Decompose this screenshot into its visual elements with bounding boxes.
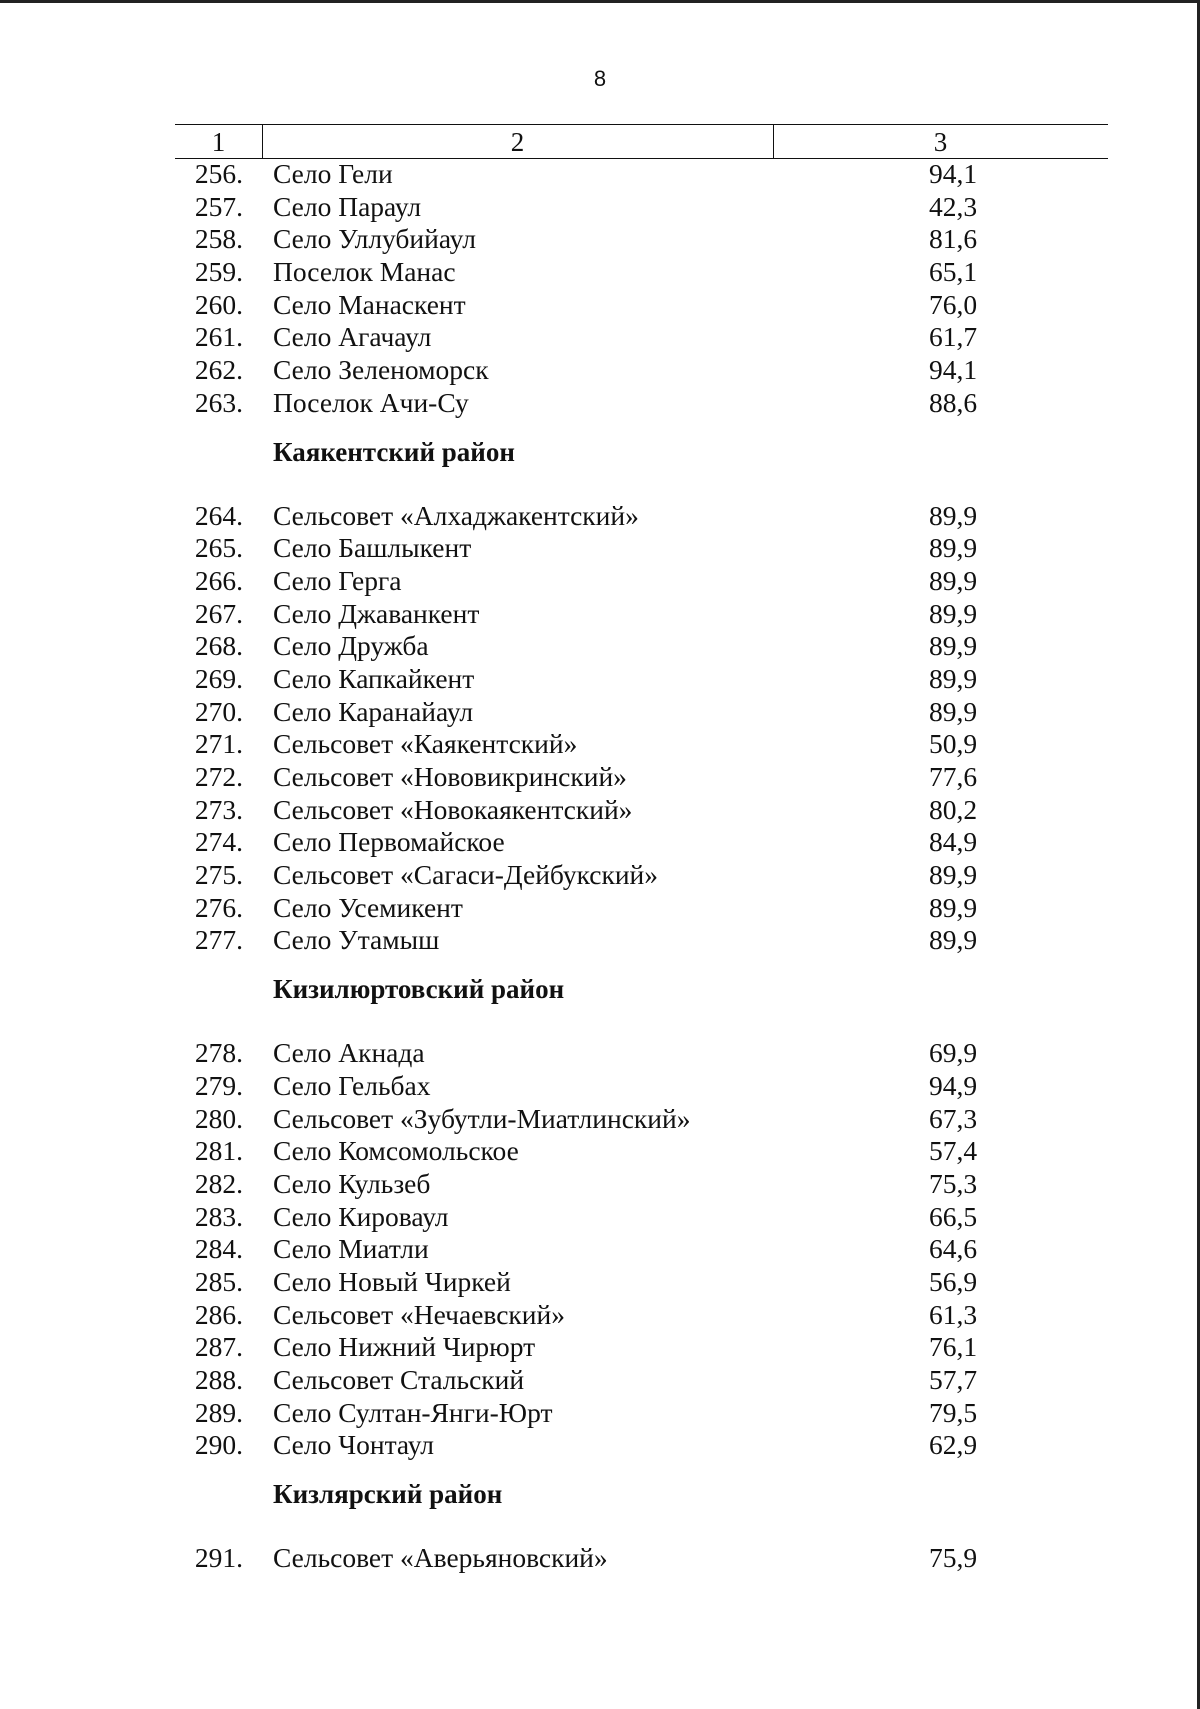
settlement-name: Поселок Манас — [273, 256, 456, 288]
settlement-name: Село Зеленоморск — [273, 354, 489, 386]
table-row — [175, 892, 1108, 925]
settlement-name: Село Новый Чиркей — [273, 1265, 511, 1297]
settlement-name: Село Усемикент — [273, 891, 463, 923]
table-row — [175, 1364, 1108, 1397]
indicator-value: 89,9 — [928, 924, 978, 956]
indicator-value: 56,9 — [928, 1265, 978, 1297]
table-row — [175, 223, 1108, 256]
row-number: 269. — [194, 662, 243, 694]
table-row — [175, 1429, 1108, 1462]
settlement-name: Село Каранайаул — [273, 695, 474, 727]
settlement-name: Село Манаскент — [273, 288, 466, 320]
row-number: 264. — [194, 499, 243, 531]
row-number: 284. — [194, 1233, 243, 1265]
settlement-name: Село Султан-Янги-Юрт — [273, 1396, 553, 1428]
indicator-value: 89,9 — [928, 532, 978, 564]
settlement-name: Поселок Ачи-Су — [273, 386, 469, 418]
table-row — [175, 354, 1108, 387]
indicator-value: 89,9 — [928, 662, 978, 694]
table-row — [175, 191, 1108, 224]
table-row — [175, 794, 1108, 827]
table-row — [175, 158, 1108, 191]
table-row — [175, 1168, 1108, 1201]
page-number: 8 — [593, 66, 607, 91]
table-row — [175, 565, 1108, 598]
row-number: 267. — [194, 597, 243, 629]
row-number: 286. — [194, 1298, 243, 1330]
district-section — [175, 1462, 1108, 1532]
settlement-name: Сельсовет «Алхаджакентский» — [273, 499, 639, 531]
row-number: 261. — [194, 321, 243, 353]
settlement-name: Село Башлыкент — [273, 532, 472, 564]
table-row — [175, 924, 1108, 957]
row-number: 281. — [194, 1135, 243, 1167]
district-section — [175, 420, 1108, 490]
indicator-value: 79,5 — [928, 1396, 978, 1428]
district-section — [175, 957, 1108, 1027]
row-number: 270. — [194, 695, 243, 727]
table-row — [175, 500, 1108, 533]
row-number: 291. — [194, 1542, 243, 1574]
indicator-value: 89,9 — [928, 891, 978, 923]
indicator-value: 94,1 — [928, 158, 978, 189]
indicator-value: 88,6 — [928, 386, 978, 418]
indicator-value: 61,3 — [928, 1298, 978, 1330]
row-number: 285. — [194, 1265, 243, 1297]
table-row — [175, 289, 1108, 322]
district-title: Кизилюртовский район — [273, 974, 565, 1005]
header-col-1: 1 — [211, 127, 226, 157]
settlement-name: Село Чонтаул — [273, 1429, 434, 1461]
table-row — [175, 1135, 1108, 1168]
page-border-top — [0, 0, 1200, 3]
table-row — [175, 321, 1108, 354]
row-number: 288. — [194, 1364, 243, 1395]
settlement-name: Сельсовет «Зубутли-Миатлинский» — [273, 1102, 691, 1134]
row-number: 289. — [194, 1396, 243, 1428]
indicator-value: 77,6 — [928, 761, 978, 792]
settlement-name: Село Кульзеб — [273, 1167, 431, 1199]
settlement-name: Село Акнада — [273, 1037, 425, 1069]
table-row — [175, 1397, 1108, 1430]
settlement-name: Село Уллубийаул — [273, 223, 476, 255]
indicator-value: 84,9 — [928, 826, 978, 858]
table-row — [175, 1331, 1108, 1364]
settlement-name: Сельсовет «Аверьяновский» — [273, 1542, 608, 1574]
table-row — [175, 598, 1108, 631]
indicator-value: 89,9 — [928, 564, 978, 596]
table-row — [175, 256, 1108, 289]
table-row — [175, 1233, 1108, 1266]
row-number: 259. — [194, 256, 243, 288]
settlement-name: Сельсовет «Сагаси-Дейбукский» — [273, 859, 659, 891]
table-row — [175, 1070, 1108, 1103]
settlement-name: Сельсовет «Нововикринский» — [273, 761, 627, 792]
settlement-name: Сельсовет Стальский — [273, 1364, 525, 1395]
settlement-name: Село Утамыш — [273, 924, 440, 956]
table-row — [175, 1542, 1108, 1575]
district-title: Каякентский район — [273, 436, 515, 467]
row-number: 290. — [194, 1429, 243, 1461]
indicator-value: 61,7 — [928, 321, 978, 353]
table-row — [175, 1037, 1108, 1070]
table-row — [175, 728, 1108, 761]
table-row — [175, 696, 1108, 729]
row-number: 276. — [194, 891, 243, 923]
indicator-value: 76,0 — [928, 288, 978, 320]
row-number: 282. — [194, 1167, 243, 1199]
indicator-value: 75,9 — [928, 1542, 978, 1574]
indicator-value: 89,9 — [928, 630, 978, 662]
indicator-value: 64,6 — [928, 1233, 978, 1265]
row-number: 258. — [194, 223, 243, 255]
indicator-value: 69,9 — [928, 1037, 978, 1069]
indicator-value: 67,3 — [928, 1102, 978, 1134]
settlement-name: Село Параул — [273, 190, 422, 222]
table-row — [175, 630, 1108, 663]
table-body — [175, 158, 1108, 1575]
row-number: 272. — [194, 761, 243, 792]
settlement-name: Село Кироваул — [273, 1200, 449, 1232]
table-row — [175, 761, 1108, 794]
row-number: 278. — [194, 1037, 243, 1069]
row-number: 268. — [194, 630, 243, 662]
indicator-value: 57,4 — [928, 1135, 978, 1167]
table-row — [175, 1103, 1108, 1136]
row-number: 271. — [194, 728, 243, 760]
row-number: 262. — [194, 354, 243, 386]
table-row — [175, 532, 1108, 565]
indicator-value: 75,3 — [928, 1167, 978, 1199]
indicator-value: 81,6 — [928, 223, 978, 255]
header-col-3: 3 — [933, 127, 948, 157]
indicator-value: 94,9 — [928, 1069, 978, 1101]
indicator-value: 42,3 — [928, 190, 978, 222]
row-number: 279. — [194, 1069, 243, 1101]
indicator-value: 65,1 — [928, 256, 978, 288]
settlement-name: Сельсовет «Каякентский» — [273, 728, 578, 760]
settlement-name: Село Капкайкент — [273, 662, 475, 694]
indicator-value: 89,9 — [928, 695, 978, 727]
settlement-name: Село Первомайское — [273, 826, 505, 858]
row-number: 273. — [194, 793, 243, 825]
table-row — [175, 387, 1108, 420]
settlement-name: Село Герга — [273, 564, 402, 596]
table-row — [175, 1299, 1108, 1332]
row-number: 256. — [194, 158, 243, 189]
indicator-value: 76,1 — [928, 1331, 978, 1363]
row-number: 266. — [194, 564, 243, 596]
district-title: Кизлярский район — [273, 1479, 503, 1510]
settlement-name: Сельсовет «Новокаякентский» — [273, 793, 633, 825]
row-number: 280. — [194, 1102, 243, 1134]
table-row — [175, 1266, 1108, 1299]
table-row — [175, 826, 1108, 859]
row-number: 275. — [194, 859, 243, 891]
row-number: 265. — [194, 532, 243, 564]
settlement-name: Село Миатли — [273, 1233, 429, 1265]
indicator-value: 89,9 — [928, 859, 978, 891]
row-number: 263. — [194, 386, 243, 418]
settlement-name: Село Гели — [273, 158, 393, 189]
indicator-value: 89,9 — [928, 499, 978, 531]
table-row — [175, 663, 1108, 696]
table-row — [175, 859, 1108, 892]
indicator-value: 62,9 — [928, 1429, 978, 1461]
indicator-value: 80,2 — [928, 793, 978, 825]
indicator-value: 94,1 — [928, 354, 978, 386]
row-number: 274. — [194, 826, 243, 858]
row-number: 283. — [194, 1200, 243, 1232]
settlement-name: Село Агачаул — [273, 321, 432, 353]
settlement-name: Село Гельбах — [273, 1069, 431, 1101]
row-number: 287. — [194, 1331, 243, 1363]
indicator-value: 57,7 — [928, 1364, 978, 1395]
indicator-value: 89,9 — [928, 597, 978, 629]
row-number: 277. — [194, 924, 243, 956]
row-number: 260. — [194, 288, 243, 320]
indicator-value: 50,9 — [928, 728, 978, 760]
settlement-name: Село Нижний Чирюрт — [273, 1331, 536, 1363]
row-number: 257. — [194, 190, 243, 222]
settlement-name: Село Комсомольское — [273, 1135, 519, 1167]
table-row — [175, 1201, 1108, 1234]
settlement-name: Село Джаванкент — [273, 597, 480, 629]
settlement-name: Сельсовет «Нечаевский» — [273, 1298, 565, 1330]
indicator-value: 66,5 — [928, 1200, 978, 1232]
header-col-2: 2 — [510, 127, 525, 157]
settlement-name: Село Дружба — [273, 630, 429, 662]
